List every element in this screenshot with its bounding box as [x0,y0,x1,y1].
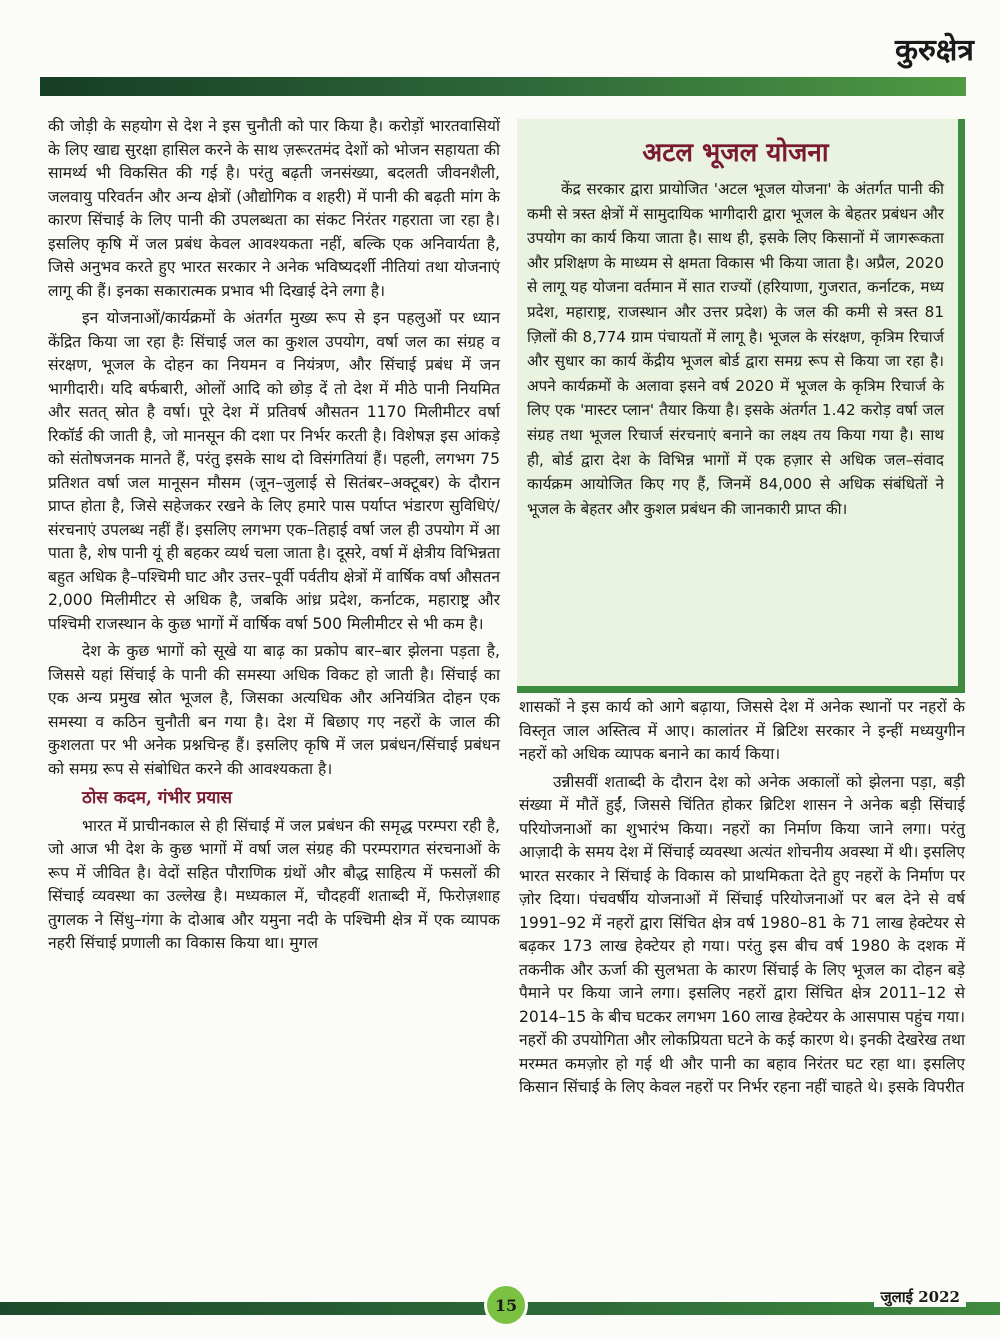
page-number: 15 [484,1283,528,1327]
paragraph: की जोड़ी के सहयोग से देश ने इस चुनौती को पार किया है। करोड़ों भारतवासियों के लिए खाद्य सुरक्षा हासिल करने के साथ ज़रूरतमंद देशों को भोजन सहायता की सामर्थ्य भी विकसित की गई है। परंतु बढ़ती जनसंख्या, बदलती जीवनशैली, जलवायु परिवर्तन और अन्य क्षेत्रों (औद्योगिक व शहरी) में पानी की बढ़ती मांग के कारण सिंचाई के लिए पानी की उपलब्धता का संकट निरंतर गहराता जा रहा है। इसलिए कृषि में जल प्रबंध केवल आवश्यकता नहीं, बल्कि एक अनिवार्यता है, जिसे अनुभव करते हुए भारत सरकार ने अनेक भविष्यदर्शी नीतियां तथा योजनाएं लागू की हैं। इनका सकारात्मक प्रभाव भी दिखाई देने लगा है। [48,117,500,300]
paragraph: देश के कुछ भागों को सूखे या बाढ़ का प्रकोप बार–बार झेलना पड़ता है, जिससे यहां सिंचाई के पानी की समस्या अधिक विकट हो जाती है। सिंचाई का एक अन्य प्रमुख स्रोत भूजल है, जिसका अत्यधिक और अनियंत्रित दोहन एक समस्या व कठिन चुनौती बन गया है। देश में बिछाए गए नहरों के जाल की कुशलता पर भी अनेक प्रश्नचिन्ह हैं। इसलिए कृषि में जल प्रबंधन/सिंचाई प्रबंधन को समग्र रूप से संबोधित करने की आवश्यकता है। [48,642,500,778]
paragraph: उन्नीसवीं शताब्दी के दौरान देश को अनेक अकालों को झेलना पड़ा, बड़ी संख्या में मौतें हुईं, जिससे चिंतित होकर ब्रिटिश शासन ने अनेक बड़ी सिंचाई परियोजनाओं का शुभारंभ किया। नहरों का निर्माण किया जाने लगा। परंतु आज़ादी के समय देश में सिंचाई व्यवस्था अत्यंत शोचनीय अवस्था में थी। इसलिए भारत सरकार ने सिंचाई के विकास को प्राथमिकता देते हुए नहरों के निर्माण पर ज़ोर दिया। पंचवर्षीय योजनाओं में सिंचाई परियोजनाओं पर बल देने से वर्ष 1991–92 में नहरों द्वारा सिंचित क्षेत्र वर्ष 1980–81 के 71 लाख हेक्टेयर से बढ़कर 173 लाख हेक्टेयर हो गया। परंतु इस बीच वर्ष 1980 के दशक में तकनीक और ऊर्जा की सुलभता के कारण सिंचाई के लिए भूजल का दोहन बड़े पैमाने पर किया जाने लगा। इसलिए नहरों द्वारा सिंचित क्षेत्र 2011–12 से 2014–15 के बीच घटकर लगभग 160 लाख हेक्टेयर के आसपास पहुंच गया। नहरों की उपयोगिता और लोकप्रियता घटने के कई कारण थे। इनकी देखरेख तथा मरम्मत कमज़ोर हो गई थी और पानी का बहाव निरंतर घट रहा था। इसलिए किसान सिंचाई के लिए केवल नहरों पर निर्भर रहना नहीं चाहते थे। इसके विपरीत [519,772,965,1096]
paragraph: इन योजनाओं/कार्यक्रमों के अंतर्गत मुख्य रूप से इन पहलुओं पर ध्यान केंद्रित किया जा रहा हैः सिंचाई जल का कुशल उपयोग, वर्षा जल का संग्रह व संरक्षण, भूजल के दोहन का नियमन व नियंत्रण, और सिंचाई प्रबंध में जन भागीदारी। यदि बर्फबारी, ओलों आदि को छोड़ दें तो देश में मीठे पानी नियमित और सतत् स्रोत है वर्षा। पूरे देश में प्रतिवर्ष औसतन 1170 मिलीमीटर वर्षा रिकॉर्ड की जाती है, जो मानसून की दशा पर निर्भर करती है। विशेषज्ञ इस आंकड़े को संतोषजनक मानते हैं, परंतु इसके साथ दो विसंगतियां हैं। पहली, लगभग 75 प्रतिशत वर्षा जल मानूसन मौसम (जून–जुलाई से सितंबर–अक्टूबर) के दौरान प्राप्त होता है, जिसे सहेजकर रखने के लिए हमारे पास पर्याप्त भंडारण सुविधिएं/संरचनाएं उपलब्ध नहीं हैं। इसलिए लगभग एक–तिहाई वर्षा जल ही उपयोग में आ पाता है, शेष पानी यूं ही बहकर व्यर्थ चला जाता है। दूसरे, वर्षा में क्षेत्रीय विभिन्नता बहुत अधिक है–पश्चिमी घाट और उत्तर–पूर्वी पर्वतीय क्षेत्रों में वार्षिक वर्षा औसतन 2,000 मिलीमीटर से अधिक है, जबकि आंध्र प्रदेश, कर्नाटक, महाराष्ट्र और पश्चिमी राजस्थान के कुछ भागों में वार्षिक वर्षा 500 मिलीमीटर से भी कम है। [48,309,500,633]
issue-date: जुलाई 2022 [874,1287,966,1307]
header-band [40,77,966,96]
magazine-title: कुरुक्षेत्र [894,33,974,68]
box-text: केंद्र सरकार द्वारा प्रायोजित 'अटल भूजल योजना' के अंतर्गत पानी की कमी से त्रस्त क्षेत्रों में सामुदायिक भागीदारी द्वारा भूजल के बेहतर प्रबंधन और उपयोग का कार्य किया जाता है। साथ ही, इसके लिए किसानों में जागरूकता और प्रशिक्षण के माध्यम से क्षमता विकास भी किया जाता है। अप्रैल, 2020 से लागू यह योजना वर्तमान में सात राज्यों (हरियाणा, गुजरात, कर्नाटक, मध्य प्रदेश, महाराष्ट्र, राजस्थान और उत्तर प्रदेश) के जल की कमी से त्रस्त 81 ज़िलों की 8,774 ग्राम पंचायतों में लागू है। भूजल के संरक्षण, कृत्रिम रिचार्ज और सुधार का कार्य केंद्रीय भूजल बोर्ड द्वारा समग्र रूप से किया जा रहा है। अपने कार्यक्रमों के अलावा इसने वर्ष 2020 में भूजल के कृत्रिम रिचार्ज के लिए एक 'मास्टर प्लान' तैयार किया है। इसके अंतर्गत 1.42 करोड़ वर्षा जल संग्रह तथा भूजल रिचार्ज संरचनाएं बनाने का लक्ष्य तय किया गया है। साथ ही, बोर्ड द्वारा देश के विभिन्न भागों में एक हज़ार से अधिक जल–संवाद कार्यक्रम आयोजित किए गए हैं, जिनमें 84,000 से अधिक संबंधितों ने भूजल के बेहतर और कुशल प्रबंधन की जानकारी प्राप्त की। [527,180,944,518]
sidebar-box-atal-bhujal [517,119,965,693]
paragraph: भारत में प्राचीनकाल से ही सिंचाई में जल प्रबंधन की समृद्ध परम्परा रही है, जो आज भी देश के कुछ भागों में वर्षा जल संग्रह की परम्परागत संरचनाओं के रूप में जीवित है। वेदों सहित पौराणिक ग्रंथों और बौद्ध साहित्य में फसलों की सिंचाई व्यवस्था का उल्लेख है। मध्यकाल में, चौदहवीं शताब्दी में, फिरोज़शाह तुगलक ने सिंधु–गंगा के दोआब और यमुना नदी के पश्चिमी क्षेत्र में एक व्यापक नहरी सिंचाई प्रणाली का विकास किया था। मुगल [48,816,500,952]
paragraph: शासकों ने इस कार्य को आगे बढ़ाया, जिससे देश में अनेक स्थानों पर नहरों के विस्तृत जाल अस्तित्व में आए। कालांतर में ब्रिटिश सरकार ने इन्हीं मध्ययुगीन नहरों को अधिक व्यापक बनाने का कार्य किया। [519,698,965,763]
right-column [519,696,965,1104]
left-column [48,115,500,960]
box-title: अटल भूजल योजना [642,138,829,168]
section-heading: ठोस कदम, गंभीर प्रयास [82,788,233,808]
